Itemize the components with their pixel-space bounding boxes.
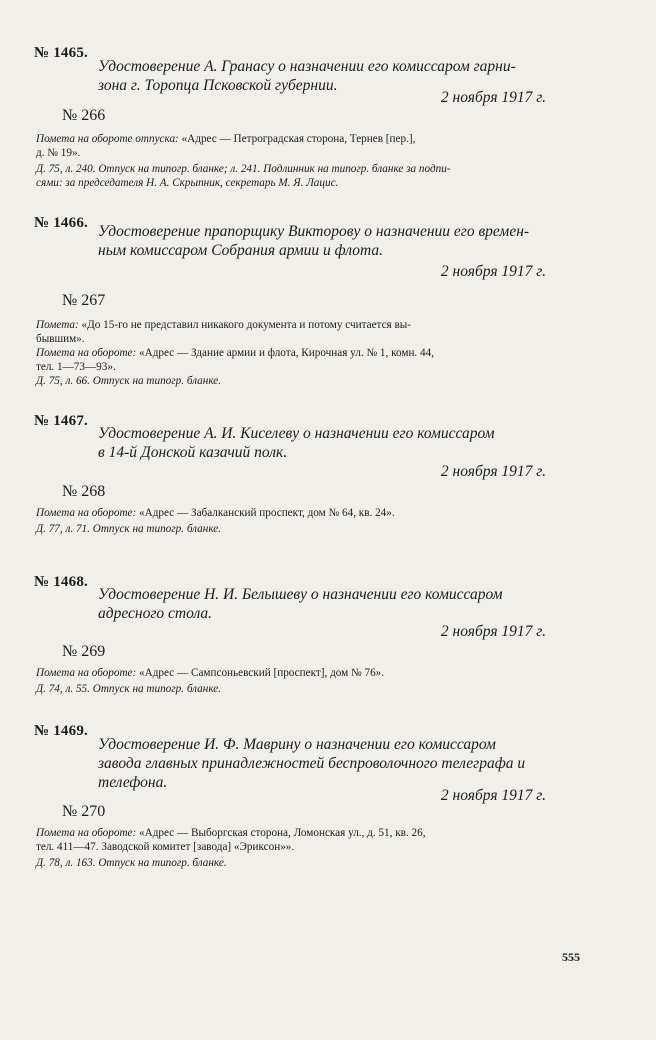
document-number: № 268 <box>62 483 106 500</box>
source-line: Д. 75, л. 66. Отпуск на типогр. бланке. <box>36 375 222 387</box>
entry-date: 2 ноября 1917 г. <box>440 263 546 280</box>
title-line: Удостоверение И. Ф. Маврину о назначении его комиссаром <box>98 736 496 753</box>
entry-note <box>36 318 584 374</box>
entry-note <box>36 826 584 854</box>
title-line: Удостоверение Н. И. Белышеву о назначении его комиссаром <box>98 586 503 603</box>
note-line <box>36 840 584 854</box>
note-line <box>36 332 584 346</box>
note-text: «Адрес — Сампсоньевский [проспект], дом № 76». <box>139 667 385 679</box>
note-line <box>36 318 584 332</box>
entry-number: № 1469. <box>34 723 88 739</box>
title-line: ным комиссаром Собрания армии и флота. <box>98 242 383 259</box>
source-line: Д. 77, л. 71. Отпуск на типогр. бланке. <box>36 523 222 535</box>
note-text: тел. 1—73—93». <box>36 361 116 373</box>
entry-source <box>36 682 584 696</box>
entry-number: № 1467. <box>34 413 88 429</box>
note-label: Помета на обороте: <box>36 507 137 519</box>
note-text: «Адрес — Здание армии и флота, Кирочная ул. № 1, комн. 44, <box>139 347 435 359</box>
page-number: 555 <box>562 950 580 964</box>
title-line: в 14-й Донской казачий полк. <box>98 444 288 461</box>
note-label: Помета на обороте: <box>36 667 137 679</box>
note-line <box>36 666 584 680</box>
note-text: д. № 19». <box>36 147 81 159</box>
entry-title <box>98 735 583 792</box>
note-label: Помета на обороте: <box>36 347 137 359</box>
source-line: Д. 74, л. 55. Отпуск на типогр. бланке. <box>36 683 222 695</box>
source-line: Д. 75, л. 240. Отпуск на типогр. бланке; л. 241. Подлинник на типогр. бланке за подпи- <box>36 163 451 175</box>
entry-date: 2 ноября 1917 г. <box>440 463 546 480</box>
title-line: Удостоверение А. Гранасу о назначении его комиссаром гарни- <box>98 58 516 75</box>
title-line: Удостоверение А. И. Киселеву о назначении его комиссаром <box>98 425 495 442</box>
note-label: Помета: <box>36 319 79 331</box>
note-line <box>36 146 584 160</box>
note-line <box>36 826 584 840</box>
entry-note <box>36 132 584 160</box>
note-label: Помета на обороте: <box>36 827 137 839</box>
entry-source <box>36 162 584 190</box>
entry-number: № 1466. <box>34 215 88 231</box>
document-number: № 267 <box>62 292 106 309</box>
note-text: бывшим». <box>36 333 85 345</box>
entry-title <box>98 424 583 462</box>
document-number: № 266 <box>62 107 106 124</box>
entry-note <box>36 666 584 680</box>
entry-title <box>98 585 583 623</box>
note-text: «Адрес — Выборгская сторона, Ломонская ул., д. 51, кв. 26, <box>139 827 426 839</box>
entry-note <box>36 506 584 520</box>
entry-source <box>36 374 584 388</box>
title-line: адресного стола. <box>98 605 213 622</box>
title-line: Удостоверение прапорщику Викторову о назначении его времен- <box>98 223 530 240</box>
entry-date: 2 ноября 1917 г. <box>440 89 546 106</box>
entry-date: 2 ноября 1917 г. <box>440 623 546 640</box>
note-line <box>36 132 584 146</box>
note-text: «Адрес — Забалканский проспект, дом № 64, кв. 24». <box>139 507 395 519</box>
entry-source <box>36 522 584 536</box>
document-number: № 270 <box>62 803 106 820</box>
note-text: тел. 411—47. Заводской комитет [завода] «Эриксон»». <box>36 841 295 853</box>
note-text: «Адрес — Петроградская сторона, Тернев [пер.], <box>181 133 416 145</box>
source-line: сями: за председателя Н. А. Скрыпник, секретарь М. Я. Лацис. <box>36 177 339 189</box>
note-line <box>36 506 584 520</box>
title-line: зона г. Торопца Псковской губернии. <box>98 77 338 94</box>
document-number: № 269 <box>62 643 106 660</box>
note-line <box>36 346 584 360</box>
entry-number: № 1468. <box>34 574 88 590</box>
entry-number: № 1465. <box>34 45 88 61</box>
title-line: завода главных принадлежностей беспроволочного телеграфа и <box>98 755 526 772</box>
source-line: Д. 78, л. 163. Отпуск на типогр. бланке. <box>36 857 227 869</box>
entry-source <box>36 856 584 870</box>
entry-title <box>98 222 583 260</box>
entry-date: 2 ноября 1917 г. <box>440 787 546 804</box>
note-text: «До 15-го не представил никакого документа и потому считается вы- <box>81 319 411 331</box>
note-line <box>36 360 584 374</box>
note-label: Помета на обороте отпуска: <box>36 133 179 145</box>
title-line: телефона. <box>98 774 168 791</box>
